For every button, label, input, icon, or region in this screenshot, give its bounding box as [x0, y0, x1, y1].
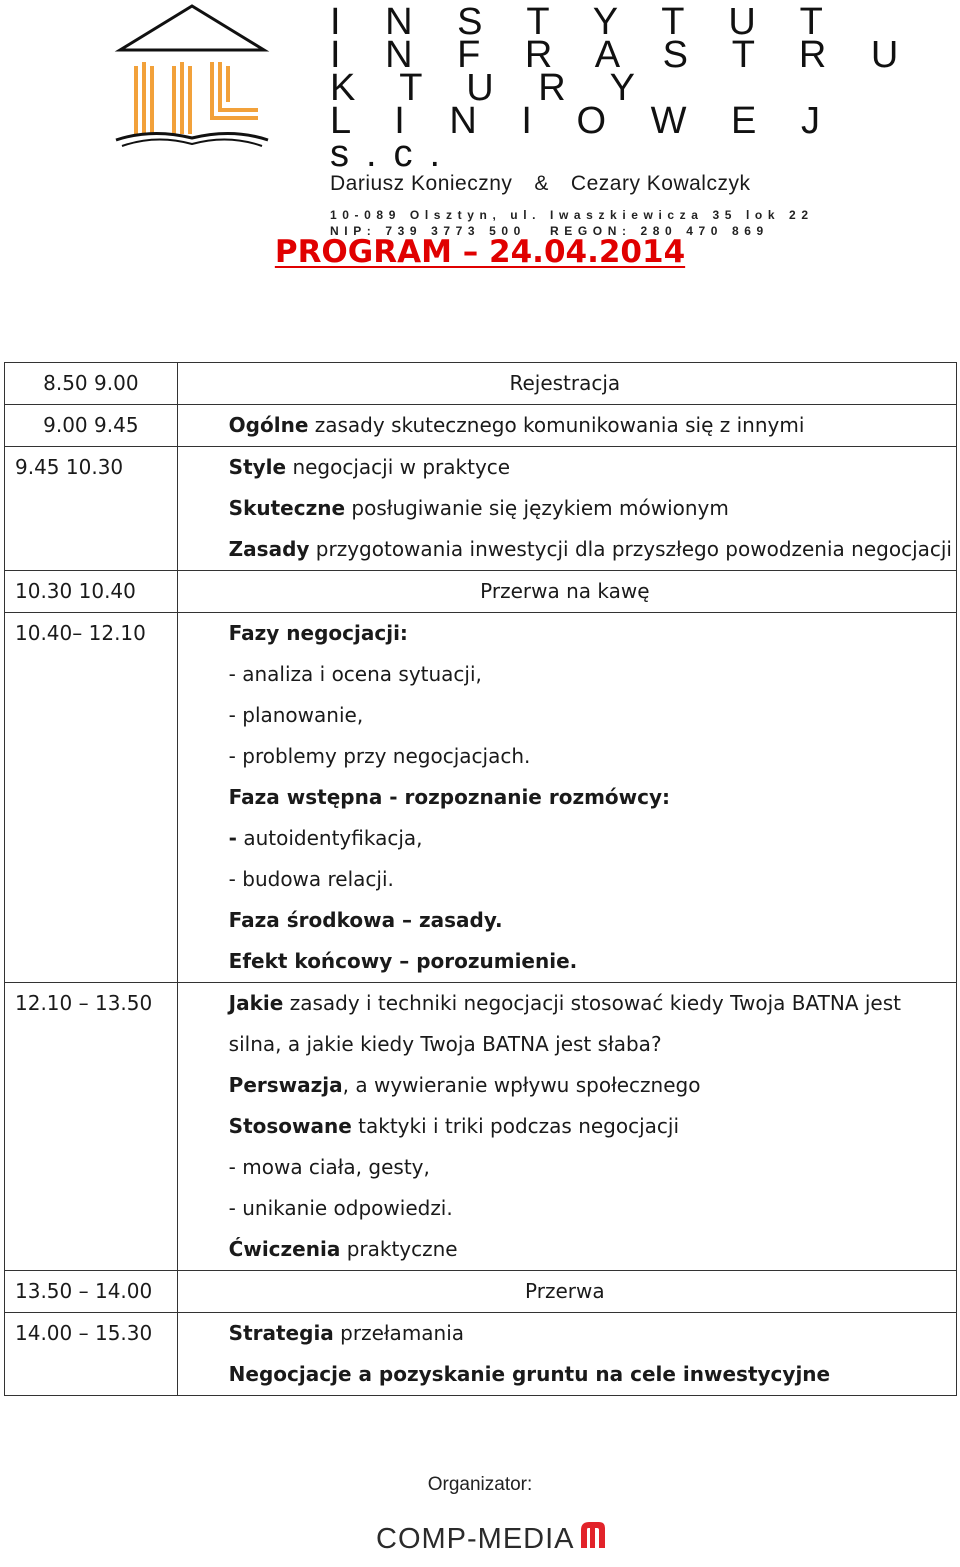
page-title: PROGRAM – 24.04.2014 [274, 234, 686, 270]
nip-number: NIP: 739 3773 500 [330, 224, 526, 238]
schedule-line-bold: Faza środkowa – zasady. [228, 908, 503, 932]
schedule-description [177, 447, 956, 571]
comp-media-wordmark: COMP-MEDIA [376, 1523, 575, 1555]
founders [330, 171, 960, 197]
schedule-line-text: taktyki i triki podczas negocjacji [351, 1114, 680, 1138]
schedule-line [229, 695, 952, 736]
schedule-row [5, 363, 957, 405]
schedule-line-bold: - [228, 826, 237, 850]
schedule-line-text: - unikanie odpowiedzi. [228, 1196, 453, 1220]
schedule-line [178, 571, 952, 612]
schedule-time: 9.45 10.30 [5, 447, 178, 571]
schedule-line-text: - mowa ciała, gesty, [228, 1155, 430, 1179]
institute-line-3: L I N I O W E J s.c. [330, 100, 837, 175]
schedule-line-bold: Zasady [228, 537, 310, 561]
schedule-line [229, 1147, 952, 1188]
founder-left: Dariusz Konieczny [330, 172, 513, 195]
schedule-line [229, 777, 952, 818]
schedule-description [177, 405, 956, 447]
schedule-line-text: - budowa relacji. [228, 867, 394, 891]
schedule-line [229, 1188, 952, 1229]
schedule-row [5, 983, 957, 1271]
schedule-line-text: autoidentyfikacja, [236, 826, 423, 850]
schedule-line-bold: Fazy negocjacji: [228, 621, 408, 645]
institute-logo [112, 0, 272, 150]
schedule-line [229, 983, 952, 1065]
schedule-line-bold: Ogólne [228, 413, 309, 437]
regon-number: REGON: 280 470 869 [549, 224, 769, 238]
schedule-description [177, 983, 956, 1271]
schedule-line-bold: Jakie [228, 991, 284, 1015]
comp-media-logo [376, 1512, 607, 1564]
schedule-line-text: - planowanie, [228, 703, 364, 727]
schedule-line-bold: Faza wstępna - rozpoznanie rozmówcy: [228, 785, 671, 809]
comp-media-mark-icon [579, 1520, 607, 1550]
schedule-line-text: Przerwa na kawę [480, 579, 650, 603]
schedule-table [4, 362, 957, 1396]
schedule-line-bold: Efekt końcowy – porozumienie. [228, 949, 578, 973]
schedule-time: 9.00 9.45 [5, 405, 178, 447]
schedule-line [229, 1229, 952, 1270]
schedule-line-bold: Style [228, 455, 287, 479]
schedule-line-text: Przerwa [525, 1279, 605, 1303]
schedule-line-text: posługiwanie się językiem mówionym [345, 496, 729, 520]
schedule-line-bold: Strategia [228, 1321, 334, 1345]
schedule-line-text: przełamania [333, 1321, 465, 1345]
schedule-line [229, 1313, 952, 1354]
schedule-row [5, 1271, 957, 1313]
schedule-line [178, 1271, 952, 1312]
institute-text-block [330, 1, 960, 239]
schedule-line [229, 859, 952, 900]
schedule-time: 8.50 9.00 [5, 363, 178, 405]
schedule-description [177, 1313, 956, 1396]
schedule-row [5, 613, 957, 983]
schedule-line [229, 1065, 952, 1106]
schedule-time: 10.40– 12.10 [5, 613, 178, 983]
schedule-line [229, 447, 952, 488]
founder-right: Cezary Kowalczyk [570, 172, 751, 195]
letterhead [0, 0, 960, 238]
schedule-line [229, 818, 952, 859]
schedule-line [229, 529, 952, 570]
schedule-line [229, 1106, 952, 1147]
schedule-description [177, 571, 956, 613]
schedule-line-text: zasady skutecznego komunikowania się z innymi [308, 413, 805, 437]
schedule-time: 10.30 10.40 [5, 571, 178, 613]
schedule-line-bold: Perswazja [228, 1073, 343, 1097]
schedule-line-text: Rejestracja [509, 371, 621, 395]
schedule-line [229, 941, 952, 982]
schedule-row [5, 571, 957, 613]
schedule-line-text: praktyczne [340, 1237, 458, 1261]
schedule-line [229, 654, 952, 695]
schedule-line [229, 405, 952, 446]
schedule-description [177, 1271, 956, 1313]
schedule-time: 14.00 – 15.30 [5, 1313, 178, 1396]
schedule-description [177, 363, 956, 405]
schedule-line-text: - problemy przy negocjacjach. [228, 744, 531, 768]
founder-ampersand: & [534, 172, 549, 195]
schedule-line [229, 488, 952, 529]
schedule-line [229, 613, 952, 654]
schedule-line [229, 736, 952, 777]
schedule-description [177, 613, 956, 983]
schedule-line-text: negocjacji w praktyce [286, 455, 511, 479]
institute-line-2: I N F R A S T R U K T U R Y [330, 34, 916, 109]
schedule-row [5, 447, 957, 571]
schedule-row [5, 1313, 957, 1396]
organizer-label: Organizator: [427, 1474, 533, 1495]
schedule-time: 13.50 – 14.00 [5, 1271, 178, 1313]
schedule-line-bold: Negocjacje a pozyskanie gruntu na cele inwestycyjne [228, 1362, 831, 1386]
schedule-line-text: przygotowania inwestycji dla przyszłego powodzenia negocjacji [309, 537, 952, 561]
schedule-line-text: zasady i techniki negocjacji stosować kiedy Twoja BATNA jest silna, a jakie kiedy Twoja BATNA jest słaba? [228, 991, 901, 1056]
institute-address: 10-089 Olsztyn, ul. Iwaszkiewicza 35 lok 22 [330, 208, 814, 222]
schedule-line-text: , a wywieranie wpływu społecznego [342, 1073, 701, 1097]
institute-line-1: I N S T Y T U T [330, 1, 840, 43]
schedule-line-text: - analiza i ocena sytuacji, [228, 662, 482, 686]
schedule-line-bold: Stosowane [228, 1114, 352, 1138]
schedule-row [5, 405, 957, 447]
schedule-time: 12.10 – 13.50 [5, 983, 178, 1271]
schedule-line-bold: Skuteczne [228, 496, 346, 520]
schedule-line [178, 363, 952, 404]
schedule-line-bold: Ćwiczenia [228, 1237, 341, 1261]
schedule-line [229, 900, 952, 941]
schedule-line [229, 1354, 952, 1395]
